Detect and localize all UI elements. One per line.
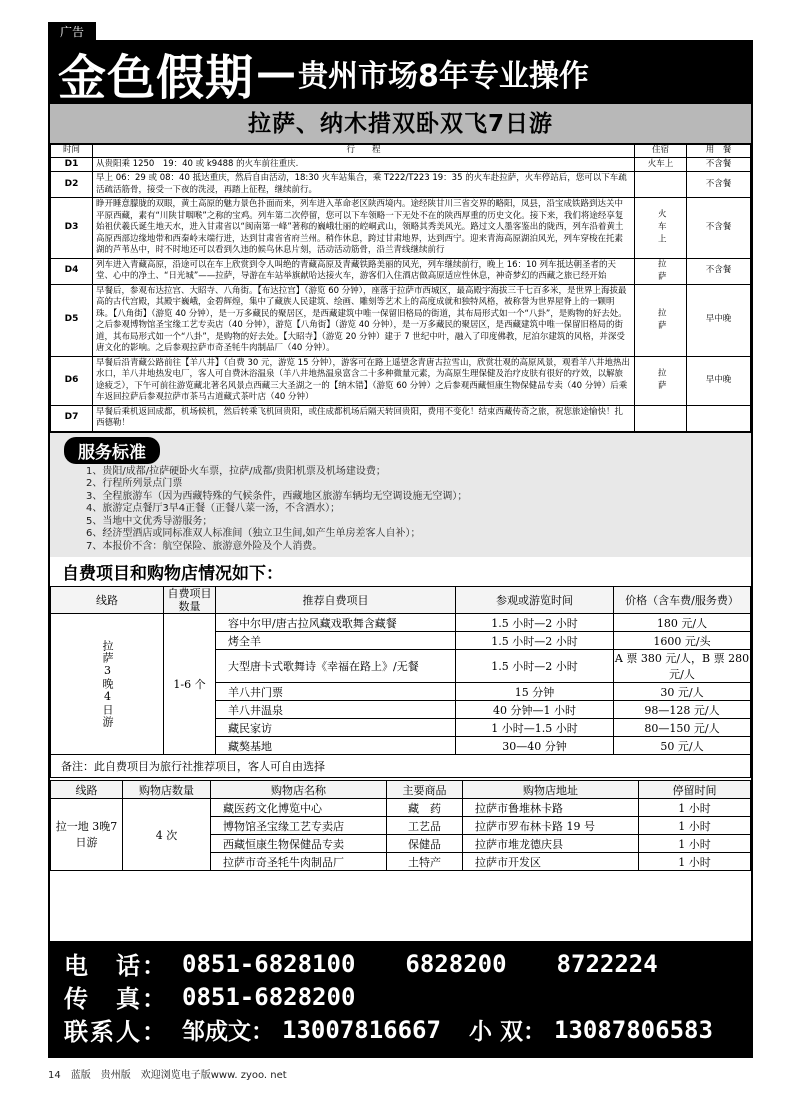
header-count: 自费项目数量 <box>164 587 216 614</box>
day-stay <box>635 405 687 431</box>
day-meal: 不含餐 <box>687 198 751 259</box>
contact-block <box>50 941 751 1056</box>
service-list <box>86 466 751 554</box>
item-price: 30 元/人 <box>614 683 751 701</box>
day-stay: 拉萨 <box>635 284 687 356</box>
page-footer: 14 蓝版 贵州版 欢迎浏览电子版www. zyoo. net <box>48 1070 287 1081</box>
itinerary-header-row <box>51 145 751 158</box>
shop-table <box>50 780 751 871</box>
table-row <box>51 157 751 172</box>
item-time: 30—40 分钟 <box>456 737 614 755</box>
header-price: 价格（含车费/服务费） <box>614 587 751 614</box>
item-price: 1600 元/头 <box>614 632 751 650</box>
shop-goods: 土特产 <box>387 853 463 871</box>
day-description: 早餐后，参观布达拉宫、大昭寺、八角街。【布达拉宫】（游览 60 分钟），座落于拉萨市西城区，最高殿宇海拔三千七百多米，是世界上海拔最高的古代宫殿，其殿宇巍峨，金碧辉煌，集中了藏族人民建筑、绘画、雕刻等艺术上的高度成就和独特风格，被称誉为世界屋脊上的一颗明珠。【八角街】（游览 40 分钟），是一万多藏民的聚居区，是西藏建筑中唯一保留旧格局的街道，其布局形式如一个“八卦”，是购物的好去处。之后参观博物馆圣宝缘工艺专卖店（40 分钟），游览【八角街】（游览 40 分钟），是一万多藏民的聚居区，是西藏建筑中唯一保留旧格局的街道，其布局形式如一个“八卦”，是购物的好去处。【大昭寺】（游览 20 分钟）建于 7 世纪中叶，融入了印度佛教，尼泊尔建筑的风格，并深受唐文化的影响。之后参观拉萨市奇圣牦牛肉制品厂（40 分钟）。 <box>93 284 635 356</box>
header-time: 参观或游览时间 <box>456 587 614 614</box>
day-meal <box>687 405 751 431</box>
list-item: 5、当地中文优秀导游服务； <box>86 515 213 527</box>
shop-name: 藏医药文化博览中心 <box>211 799 387 817</box>
table-row <box>51 799 751 817</box>
title-separator: — <box>256 50 297 96</box>
contact-phone: 13087806583 <box>553 1015 713 1044</box>
shop-route: 拉一地 3晚7 日游 <box>51 799 123 871</box>
item-name: 烤全羊 <box>216 632 456 650</box>
day-label: D1 <box>51 157 93 172</box>
list-item: 4、旅游定点餐厅3早4正餐（正餐八菜一汤，不含酒水）； <box>86 503 341 514</box>
list-item: 7、本报价不含：航空保险、旅游意外险及个人消费。 <box>86 540 323 552</box>
day-label: D2 <box>51 172 93 198</box>
table-row <box>51 172 751 198</box>
day-stay <box>635 172 687 198</box>
table-row <box>51 405 751 431</box>
self-pay-header-row <box>51 587 751 614</box>
phone-number: 6828200 <box>405 949 507 978</box>
item-time: 1.5 小时—2 小时 <box>456 650 614 683</box>
service-standard-section <box>50 432 751 558</box>
day-stay: 拉萨 <box>635 356 687 405</box>
contact-person-label: 联系人： <box>64 1018 168 1046</box>
day-stay: 火车上 <box>635 198 687 259</box>
contact-phone: 13007816667 <box>282 1015 441 1044</box>
shop-header-count: 购物店数量 <box>123 781 211 799</box>
self-pay-note: 备注：此自费项目为旅行社推荐项目，客人可自由选择 <box>50 755 751 778</box>
shop-name: 博物馆圣宝缘工艺专卖店 <box>211 817 387 835</box>
itinerary-header-route: 行 程 <box>93 145 635 158</box>
shop-header-row <box>51 781 751 799</box>
shop-address: 拉萨市堆龙德庆县 <box>463 835 639 853</box>
item-price: 80—150 元/人 <box>614 719 751 737</box>
shop-header-stay: 停留时间 <box>639 781 751 799</box>
item-time: 1 小时—1.5 小时 <box>456 719 614 737</box>
shop-header-name: 购物店名称 <box>211 781 387 799</box>
shop-goods: 工艺品 <box>387 817 463 835</box>
day-meal: 不含餐 <box>687 172 751 198</box>
itinerary-header-time: 时间 <box>51 145 93 158</box>
phone-number: 0851-6828100 <box>182 949 356 978</box>
item-time: 1.5 小时—2 小时 <box>456 632 614 650</box>
day-meal: 早中晚 <box>687 356 751 405</box>
header-item: 推荐自费项目 <box>216 587 456 614</box>
header-route: 线路 <box>51 587 164 614</box>
shop-stay: 1 小时 <box>639 799 751 817</box>
self-pay-table <box>50 586 751 755</box>
day-label: D3 <box>51 198 93 259</box>
item-price: 50 元/人 <box>614 737 751 755</box>
day-label: D4 <box>51 258 93 284</box>
ad-frame <box>48 40 753 1058</box>
shop-goods: 藏 药 <box>387 799 463 817</box>
day-description: 睁开睡意朦胧的双眼，黄土高原的魅力景色扑面而来，列车进入革命老区陕西境内。途经陕甘川三省交界的略阳，凤县，沿宝成铁路到达关中平原西藏，素有“川陕甘咽喉”之称的宝鸡。列车第二次停留，您可以下车领略一下无处不在的陕西厚重的历史文化。接下来，我们将途经享复始祖伏羲氏诞生地天水，进入甘肃省以“闽南第一峰”著称的巍峨壮丽的崆峒武山，领略其秀美风光。路过文人墨客鉴出的陇西，列车沿着黄土高原西部边缘地带和西秦岭末端行进，达到甘肃省省府兰州。稍作休息，跨过甘肃地界，达到西宁。迎来青海高原湖泊风光，列车穿梭在托素湖的芦苇丛中，时不时地还可以看到久违的候鸟休息片刻，活动活动筋骨，沿兰青线继续前行 <box>93 198 635 259</box>
item-name: 大型唐卡式歌舞诗《幸福在路上》/无餐 <box>216 650 456 683</box>
phone-number: 8722224 <box>556 949 658 978</box>
item-name: 羊八井门票 <box>216 683 456 701</box>
table-row <box>51 258 751 284</box>
fax-row <box>64 980 737 1013</box>
brand-title: 金色假期 <box>58 49 255 104</box>
shop-goods: 保健品 <box>387 835 463 853</box>
list-item: 3、全程旅游车（因为西藏特殊的气候条件，西藏地区旅游车辆均无空调设施无空调）； <box>86 490 468 502</box>
item-name: 羊八井温泉 <box>216 701 456 719</box>
itinerary-table <box>50 144 751 432</box>
self-pay-title: 自费项目和购物店情况如下： <box>62 564 283 584</box>
self-pay-route: 拉萨3晚4日游 <box>51 614 164 755</box>
day-stay: 拉萨 <box>635 258 687 284</box>
day-description: 早餐后沿青藏公路前往【羊八井】（自费 30 元，游览 15 分钟），游客可在路上遥望念青唐古拉雪山，欣赏壮观的高原风景，观看羊八井地热出水口，羊八井地热发电厂，客人可自费沐浴温泉（羊八井地热温泉富含二十多种微量元素，为高原生理保健及治疗皮肤有很好的疗效，以解旅途疲乏），下午可前往游览藏北著名风景点西藏三大圣湖之一的【纳木错】（游览 60 分钟）之后参观西藏恒康生物保健品专卖（40 分钟）后乘车返回拉萨后参观拉萨市茶马古道藏式茶叶店（40 分钟） <box>93 356 635 405</box>
contact-name: 小 双： <box>468 1019 546 1045</box>
phone-row <box>64 947 737 980</box>
day-description: 列车进入青藏高原，沿途可以在车上欣赏到令人叫绝的青藏高原及青藏铁路美丽的风光，列车继续前行，晚上 16：10 列车抵达朝圣者的天堂、心中的净土、“日光城”——拉萨，导游在车站举旗献哈达接火车，游客们入住酒店做高原适应性休息，神奇梦幻的西藏之旅已经开始 <box>93 258 635 284</box>
day-description: 早上 06：29 或 08：40 抵达重庆，然后自由活动，18:30 火车站集合，乘 T222/T223 19：35 的火车赴拉萨，火车停站后，您可以下车疏活疏活筋骨，接受一下夜的洗浸，再踏上征程，继续前行。 <box>93 172 635 198</box>
item-time: 40 分钟—1 小时 <box>456 701 614 719</box>
page-header <box>50 42 751 104</box>
shop-stay: 1 小时 <box>639 835 751 853</box>
day-meal: 早中晚 <box>687 284 751 356</box>
day-stay: 火车上 <box>635 157 687 172</box>
shop-header-goods: 主要商品 <box>387 781 463 799</box>
fax-label: 传 真： <box>64 985 168 1013</box>
item-name: 容中尔甲/唐古拉风藏戏歌舞含藏餐 <box>216 614 456 632</box>
item-name: 藏民家访 <box>216 719 456 737</box>
shop-address: 拉萨市鲁堆林卡路 <box>463 799 639 817</box>
day-label: D7 <box>51 405 93 431</box>
fax-number: 0851-6828200 <box>182 982 356 1011</box>
day-label: D5 <box>51 284 93 356</box>
route-title: 拉萨、纳木措双卧双飞7日游 <box>50 104 751 144</box>
ad-tag: 广告 <box>48 22 96 42</box>
itinerary-header-meal: 用 餐 <box>687 145 751 158</box>
day-description: 从贵阳乘 1250 19：40 或 k9488 的火车前往重庆. <box>93 157 635 172</box>
contact-person-row <box>64 1013 737 1046</box>
contact-name: 邹成文： <box>182 1019 274 1045</box>
shop-address: 拉萨市开发区 <box>463 853 639 871</box>
item-price: 98—128 元/人 <box>614 701 751 719</box>
item-name: 藏獒基地 <box>216 737 456 755</box>
table-row <box>51 356 751 405</box>
shop-header-route: 线路 <box>51 781 123 799</box>
day-label: D6 <box>51 356 93 405</box>
table-row <box>51 198 751 259</box>
day-meal: 不含餐 <box>687 258 751 284</box>
item-price: A 票 380 元/人，B 票 280 元/人 <box>614 650 751 683</box>
header-subtitle: 贵州市场8年专业操作 <box>298 59 589 94</box>
shop-stay: 1 小时 <box>639 853 751 871</box>
shop-stay: 1 小时 <box>639 817 751 835</box>
shop-header-address: 购物店地址 <box>463 781 639 799</box>
item-time: 15 分钟 <box>456 683 614 701</box>
phone-label: 电 话： <box>64 952 168 980</box>
table-row <box>51 614 751 632</box>
day-meal: 不含餐 <box>687 157 751 172</box>
day-description: 早餐后乘机返回成都，机场候机，然后转乘飞机回贵阳，或住成都机场后隔天转回贵阳，费用不变化！结束西藏传奇之旅，祝您旅途愉快！扎西德勒！ <box>93 405 635 431</box>
item-price: 180 元/人 <box>614 614 751 632</box>
list-item: 1、贵阳/成都/拉萨硬卧火车票，拉萨/成都/贵阳机票及机场建设费； <box>86 465 386 477</box>
self-pay-count: 1-6 个 <box>164 614 216 755</box>
service-standard-title: 服务标准 <box>64 437 160 464</box>
shop-name: 拉萨市奇圣牦牛肉制品厂 <box>211 853 387 871</box>
shop-name: 西藏恒康生物保健品专卖 <box>211 835 387 853</box>
item-time: 1.5 小时—2 小时 <box>456 614 614 632</box>
list-item: 6、经济型酒店或同标准双人标准间（独立卫生间,如产生单房差客人自补）； <box>86 528 421 539</box>
itinerary-header-stay: 住宿 <box>635 145 687 158</box>
table-row <box>51 284 751 356</box>
list-item: 2、行程所列景点门票 <box>86 478 183 489</box>
shop-address: 拉萨市罗布林卡路 19 号 <box>463 817 639 835</box>
shop-count: 4 次 <box>123 799 211 871</box>
